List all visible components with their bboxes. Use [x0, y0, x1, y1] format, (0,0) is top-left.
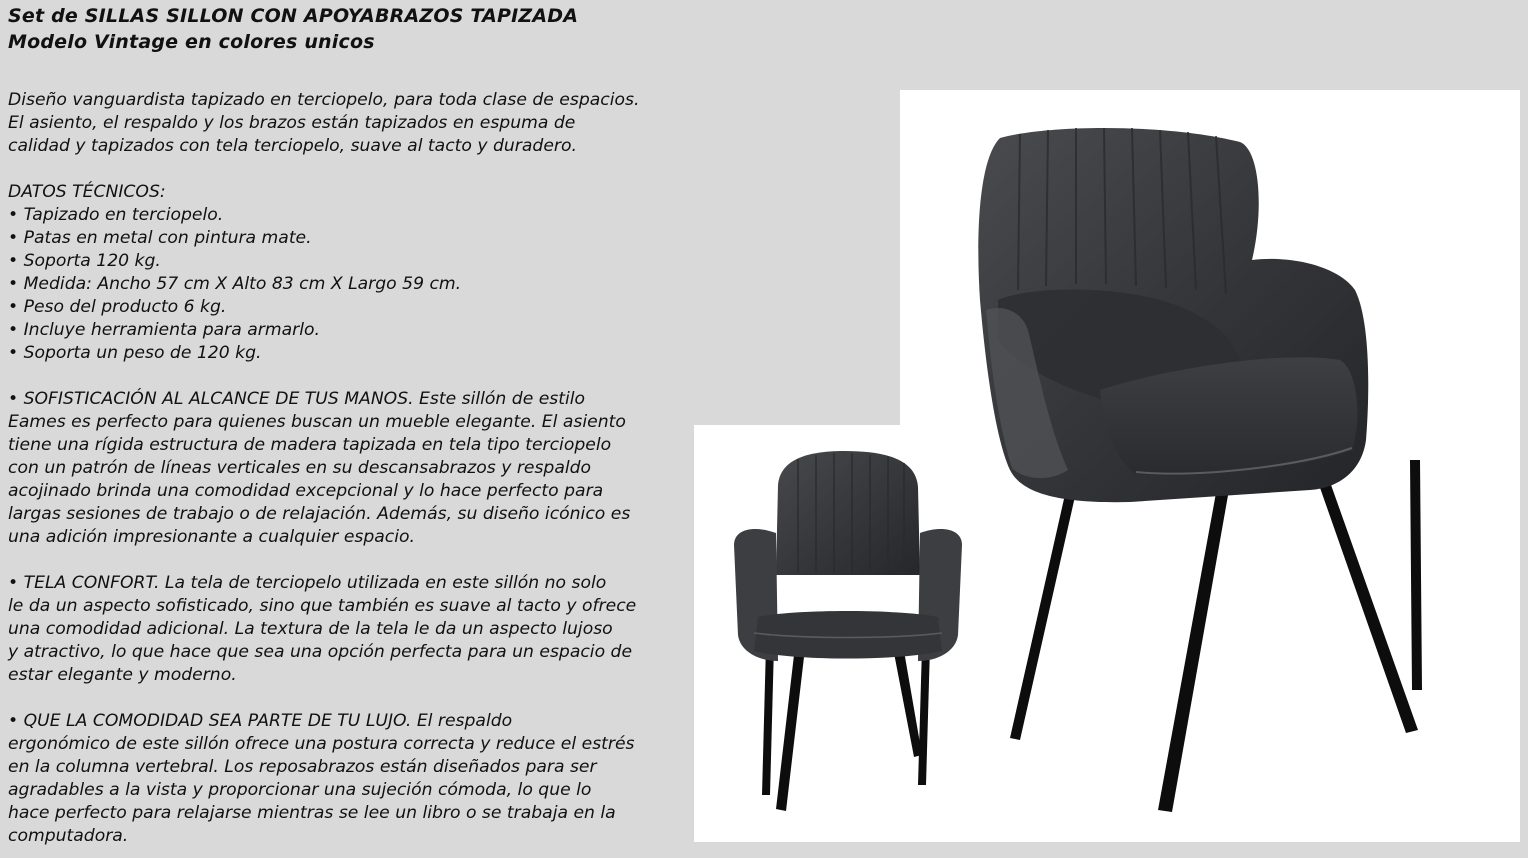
- spec-item: • Soporta 120 kg.: [8, 251, 161, 271]
- spacer: [8, 365, 708, 388]
- spacer: [8, 549, 708, 572]
- feature-line: con un patrón de líneas verticales en su descansabrazos y respaldo: [8, 458, 592, 478]
- feature-line: en la columna vertebral. Los reposabrazos están diseñados para ser: [8, 757, 597, 777]
- intro-line: Diseño vanguardista tapizado en terciopelo, para toda clase de espacios.: [8, 90, 640, 110]
- product-title: Set de SILLAS SILLON CON APOYABRAZOS TAPIZADA: [8, 5, 579, 27]
- feature-line: y atractivo, lo que hace que sea una opción perfecta para un espacio de: [8, 642, 633, 662]
- feature-line: estar elegante y moderno.: [8, 665, 237, 685]
- intro-line: El asiento, el respaldo y los brazos están tapizados en espuma de: [8, 113, 576, 133]
- feature-line: una comodidad adicional. La textura de la tela le da un aspecto lujoso: [8, 619, 613, 639]
- feature-line: ergonómico de este sillón ofrece una postura correcta y reduce el estrés: [8, 734, 635, 754]
- feature-line: • SOFISTICACIÓN AL ALCANCE DE TUS MANOS. Este sillón de estilo: [8, 389, 586, 409]
- feature-line: hace perfecto para relajarse mientras se lee un libro o se trabaja en la: [8, 803, 616, 823]
- intro-line: calidad y tapizados con tela terciopelo, suave al tacto y duradero.: [8, 136, 577, 156]
- spec-item: • Incluye herramienta para armarlo.: [8, 320, 320, 340]
- spec-item: • Patas en metal con pintura mate.: [8, 228, 312, 248]
- spec-item: • Medida: Ancho 57 cm X Alto 83 cm X Largo 59 cm.: [8, 274, 462, 294]
- specs-heading: DATOS TÉCNICOS:: [8, 182, 166, 202]
- spec-item: • Tapizado en terciopelo.: [8, 205, 224, 225]
- feature-line: una adición impresionante a cualquier espacio.: [8, 527, 416, 547]
- feature-line: tiene una rígida estructura de madera tapizada en tela tipo terciopelo: [8, 435, 612, 455]
- spec-item: • Peso del producto 6 kg.: [8, 297, 227, 317]
- product-description: [8, 89, 708, 848]
- feature-line: acojinado brinda una comodidad excepcional y lo hace perfecto para: [8, 481, 604, 501]
- armchair-front-illustration: [694, 425, 994, 842]
- feature-line: computadora.: [8, 826, 129, 846]
- spacer: [8, 158, 708, 181]
- product-photo-small: [694, 425, 994, 842]
- feature-line: • TELA CONFORT. La tela de terciopelo utilizada en este sillón no solo: [8, 573, 607, 593]
- spec-item: • Soporta un peso de 120 kg.: [8, 343, 262, 363]
- feature-line: le da un aspecto sofisticado, sino que también es suave al tacto y ofrece: [8, 596, 637, 616]
- feature-line: agradables a la vista y proporcionar una sujeción cómoda, lo que lo: [8, 780, 592, 800]
- product-title-block: [8, 3, 888, 55]
- spacer: [8, 687, 708, 710]
- feature-line: • QUE LA COMODIDAD SEA PARTE DE TU LUJO. El respaldo: [8, 711, 513, 731]
- feature-line: largas sesiones de trabajo o de relajación. Además, su diseño icónico es: [8, 504, 631, 524]
- feature-line: Eames es perfecto para quienes buscan un mueble elegante. El asiento: [8, 412, 626, 432]
- product-subtitle: Modelo Vintage en colores unicos: [8, 31, 375, 53]
